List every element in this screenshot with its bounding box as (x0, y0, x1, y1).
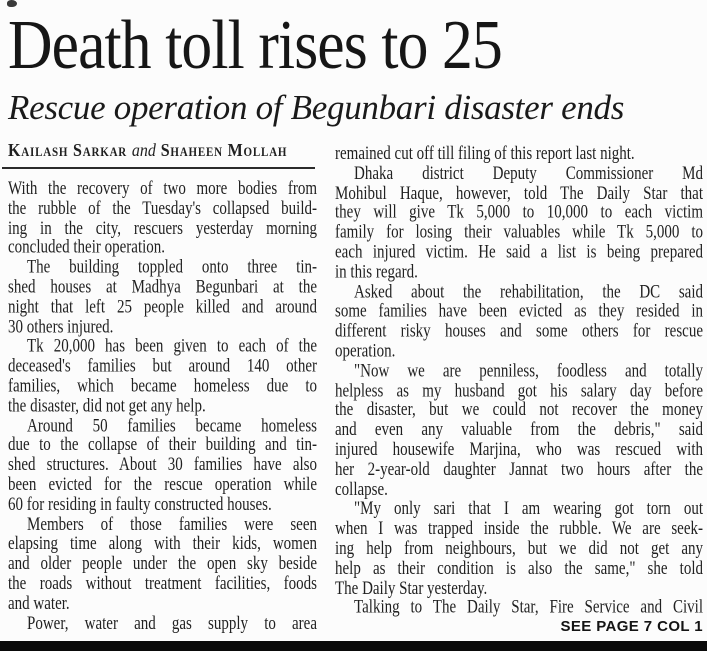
article-line: Around 50 families became homeless (27, 416, 317, 436)
article-line: some families have been evicted as they resided in (335, 302, 703, 322)
article-line: "Now we are penniless, foodless and totally (354, 362, 703, 381)
article-line: when I was trapped inside the rubble. We are seek- (335, 520, 703, 539)
article-line: been evicted for the rescue operation while (8, 476, 317, 495)
article-line: night that left 25 people killed and around (8, 298, 317, 318)
article-line: Tk 20,000 has been given to each of the (27, 337, 317, 357)
byline-author-2: Shaheen Mollah (160, 141, 288, 161)
article-line: "My only sari that I am wearing got torn out (354, 500, 703, 520)
article-line: and older people under the open sky beside (8, 555, 317, 574)
article-column-left (8, 180, 317, 634)
article-line: the rubble of the Tuesday's collapsed build- (8, 199, 317, 219)
article-column-right (335, 145, 703, 619)
article-line: family for losing their valuables while Tk 5,000 to (335, 223, 703, 243)
article-line: remained cut off till filing of this report last night. (335, 145, 635, 164)
article-line: Asked about the rehabilitation, the DC said (354, 283, 703, 302)
article-line: shed structures. About 30 families have also (8, 456, 317, 476)
article-line: and even any valuable from the debris," said (335, 421, 703, 441)
article-line: Members of those families were seen (27, 515, 317, 535)
article-line: due to the collapse of their building and tin- (8, 436, 317, 456)
article-line: elapsing time along with their kids, women (8, 535, 317, 555)
article-line: shed houses at Madhya Begunbari at the (8, 278, 317, 298)
byline-connector: and (131, 141, 156, 161)
article-line: The building toppled onto three tin- (27, 258, 317, 278)
article-line: concluded their operation. (8, 239, 166, 258)
article-line: ing help from neighbours, but we did not get any (335, 539, 703, 559)
headline: Death toll rises to 25 (8, 7, 502, 84)
article-line: operation. (335, 342, 396, 362)
article-line: help as their condition is also the same," she told (335, 559, 703, 579)
article-line: 30 others injured. (8, 318, 114, 337)
article-line: ing in the city, rescuers yesterday morning (8, 219, 317, 239)
article-line: the disaster, but we could not recover the money (335, 401, 703, 421)
article-line: helpless as my husband got his salary day before (335, 381, 703, 401)
byline (8, 141, 287, 162)
article-line: deceased's families but around 140 other (8, 357, 317, 377)
bottom-crop-bar (0, 641, 707, 651)
byline-author-1: Kailash Sarkar (8, 141, 128, 161)
article-line: families, which became homeless due to (8, 377, 317, 397)
article-line: in this regard. (335, 263, 418, 283)
article-line: Power, water and gas supply to area (27, 614, 317, 634)
continuation-notice: SEE PAGE 7 COL 1 (560, 618, 703, 635)
article-line: injured housewife Marjina, who was rescued with (335, 441, 703, 460)
article-line: different risky houses and some others for rescue (335, 322, 703, 342)
article-line: Dhaka district Deputy Commissioner Md (354, 164, 703, 184)
article-line: Talking to The Daily Star, Fire Service and Civil (354, 599, 703, 618)
subheadline: Rescue operation of Begunbari disaster ends (8, 88, 625, 127)
article-line: each injured victim. He said a list is being prepared (335, 243, 703, 263)
article-line: With the recovery of two more bodies from (8, 180, 317, 199)
article-line: the disaster, did not get any help. (8, 397, 206, 416)
byline-rule (2, 167, 315, 169)
article-line: Mohibul Haque, however, told The Daily Star that (335, 184, 703, 204)
article-line: the roads without treatment facilities, foods (8, 574, 317, 594)
article-line: her 2-year-old daughter Jannat two hours after the (335, 460, 703, 480)
article-line: 60 for residing in faulty constructed houses. (8, 495, 272, 515)
article-line: The Daily Star yesterday. (335, 579, 488, 599)
article-line: collapse. (335, 480, 388, 500)
article-line: and water. (8, 594, 70, 614)
article-line: they will give Tk 5,000 to 10,000 to each victim (335, 204, 703, 223)
ink-speck (7, 0, 17, 7)
